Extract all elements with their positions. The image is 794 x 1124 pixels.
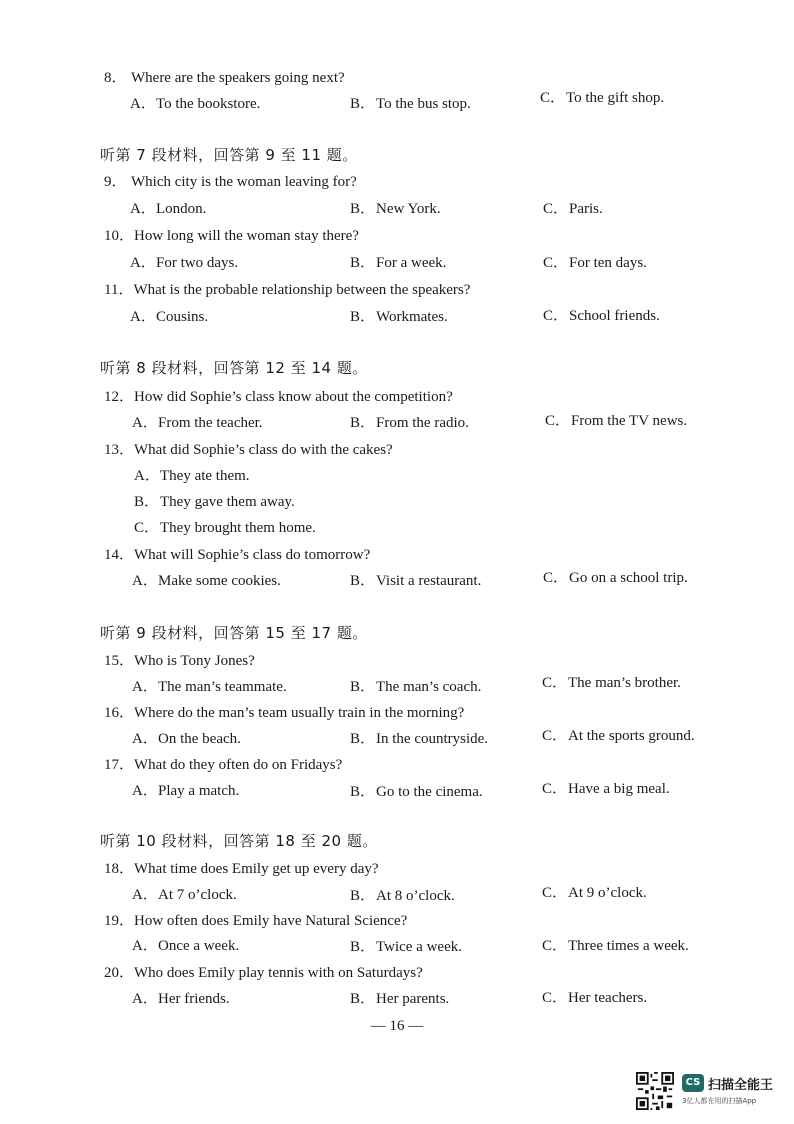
q18-option-c: C．At 9 o’clock. — [542, 885, 647, 901]
q17-option-a: A．Play a match. — [132, 783, 240, 799]
question-19: 19．How often does Emily have Natural Science? — [104, 913, 408, 929]
q16-option-a: A．On the beach. — [132, 731, 241, 747]
q19-option-b: B．Twice a week. — [350, 939, 462, 955]
q15-option-a: A．The man’s teammate. — [132, 679, 287, 695]
q10-option-a: A．For two days. — [130, 255, 239, 271]
question-12: 12．How did Sophie’s class know about the competition? — [104, 389, 453, 405]
q19-option-a: A．Once a week. — [132, 938, 240, 954]
section-heading-8: 听第 8 段材料，回答第 12 至 14 题。 — [100, 359, 368, 377]
qr-code-icon — [636, 1072, 674, 1110]
q11-option-a: A．Cousins. — [130, 309, 209, 325]
q9-option-c: C．Paris. — [543, 201, 603, 217]
question-18: 18．What time does Emily get up every day? — [104, 861, 379, 877]
question-17: 17．What do they often do on Fridays? — [104, 757, 343, 773]
q13-option-b: B．They gave them away. — [134, 494, 295, 510]
section-heading-9: 听第 9 段材料，回答第 15 至 17 题。 — [100, 624, 368, 642]
q11-option-b: B．Workmates. — [350, 309, 448, 325]
q20-option-c: C．Her teachers. — [542, 990, 648, 1006]
q18-option-b: B．At 8 o’clock. — [350, 888, 455, 904]
q10-option-b: B．For a week. — [350, 255, 447, 271]
question-number: 8． — [104, 70, 127, 86]
q19-option-c: C．Three times a week. — [542, 938, 689, 954]
q20-option-a: A．Her friends. — [132, 991, 230, 1007]
q16-option-c: C．At the sports ground. — [542, 728, 695, 744]
q18-option-a: A．At 7 o’clock. — [132, 887, 237, 903]
page-number: — 16 — — [370, 1018, 424, 1034]
q14-option-a: A．Make some cookies. — [132, 573, 281, 589]
q17-option-c: C．Have a big meal. — [542, 781, 670, 797]
q12-option-a: A．From the teacher. — [132, 415, 263, 431]
q13-option-a: A．They ate them. — [134, 468, 250, 484]
scanner-watermark — [636, 1070, 786, 1114]
q17-option-b: B．Go to the cinema. — [350, 784, 483, 800]
q12-option-b: B．From the radio. — [350, 415, 469, 431]
question-13: 13．What did Sophie’s class do with the cakes? — [104, 442, 393, 458]
q11-option-c: C．School friends. — [543, 308, 660, 324]
question-10: 10．How long will the woman stay there? — [104, 228, 359, 244]
q10-option-c: C．For ten days. — [543, 255, 647, 271]
q8-option-a: A．To the bookstore. — [130, 96, 261, 112]
question-8 — [104, 66, 345, 87]
question-15: 15．Who is Tony Jones? — [104, 653, 255, 669]
q14-option-b: B．Visit a restaurant. — [350, 573, 482, 589]
section-heading-7: 听第 7 段材料，回答第 9 至 11 题。 — [100, 146, 358, 164]
q9-option-b: B．New York. — [350, 201, 441, 217]
question-9: 9． Which city is the woman leaving for? — [104, 174, 357, 190]
q15-option-c: C．The man’s brother. — [542, 675, 681, 691]
q12-option-c: C．From the TV news. — [545, 413, 688, 429]
q9-option-a: A．London. — [130, 201, 207, 217]
q14-option-c: C．Go on a school trip. — [543, 570, 688, 586]
q20-option-b: B．Her parents. — [350, 991, 450, 1007]
question-14: 14．What will Sophie’s class do tomorrow? — [104, 547, 371, 563]
q8-option-b: B．To the bus stop. — [350, 96, 471, 112]
question-20: 20．Who does Emily play tennis with on Saturdays? — [104, 965, 423, 981]
q13-option-c: C．They brought them home. — [134, 520, 316, 536]
question-16: 16．Where do the man’s team usually train in the morning? — [104, 705, 465, 721]
camscanner-logo-icon: CS — [682, 1074, 704, 1092]
question-text: Where are the speakers going next? — [131, 70, 345, 86]
q16-option-b: B．In the countryside. — [350, 731, 489, 747]
q15-option-b: B．The man’s coach. — [350, 679, 482, 695]
q8-option-c: C．To the gift shop. — [540, 90, 665, 106]
section-heading-10: 听第 10 段材料，回答第 18 至 20 题。 — [100, 832, 378, 850]
scanner-tagline: 3亿人都在用的扫描App — [682, 1097, 757, 1105]
scanner-brand-name: 扫描全能王 — [708, 1078, 774, 1093]
question-11: 11．What is the probable relationship between the speakers? — [104, 282, 471, 298]
